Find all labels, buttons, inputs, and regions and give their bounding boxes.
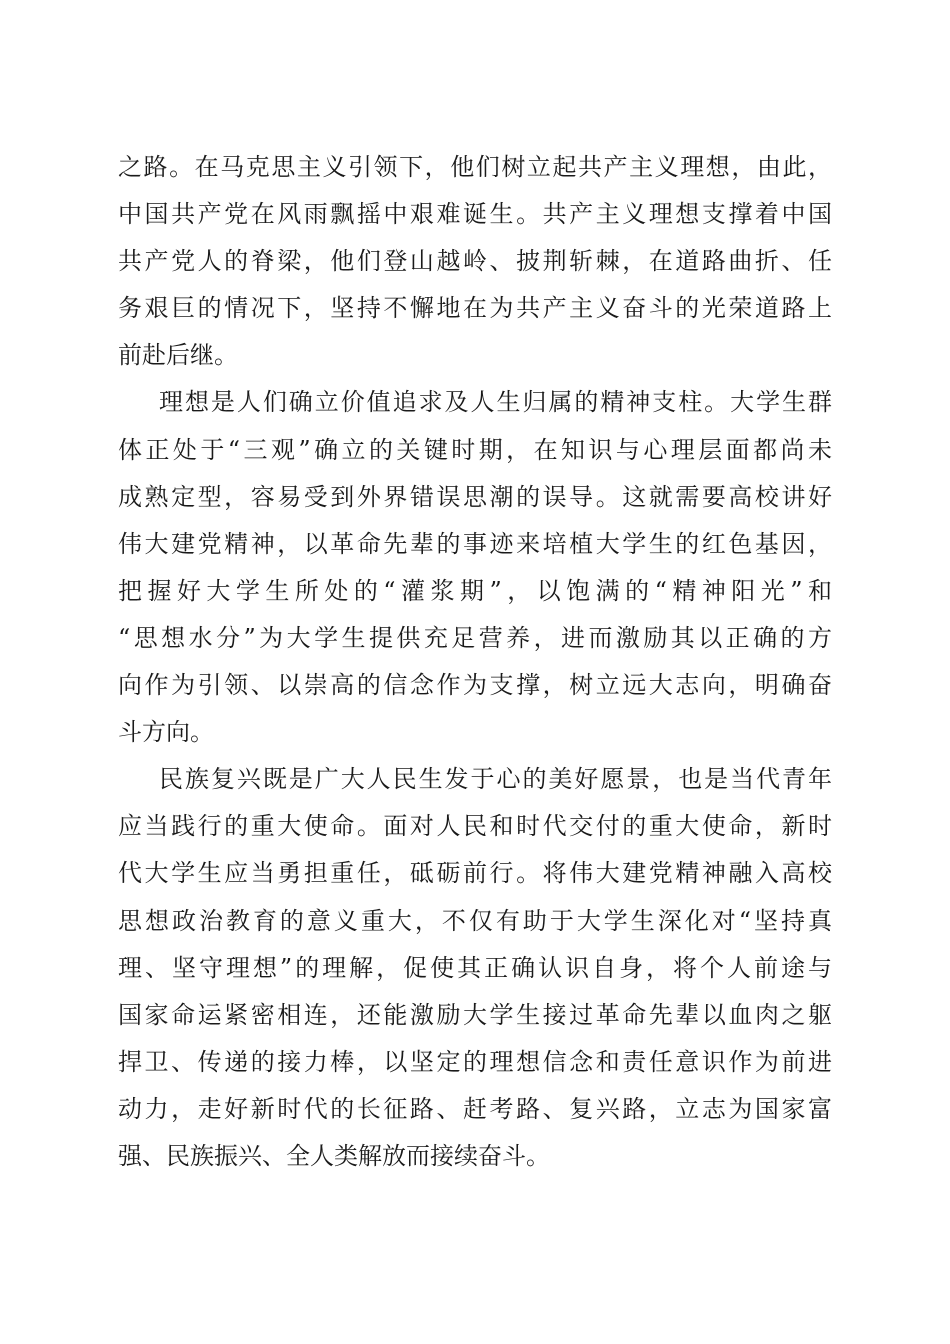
text-line: 动力，走好新时代的长征路、赶考路、复兴路，立志为国家富 — [118, 1094, 832, 1123]
text-line: 捍卫、传递的接力棒，以坚定的理想信念和责任意识作为前进 — [118, 1047, 832, 1076]
text-line: 务艰巨的情况下，坚持不懈地在为共产主义奋斗的光荣道路上 — [118, 294, 832, 323]
text-line: 伟大建党精神，以革命先辈的事迹来培植大学生的红色基因， — [118, 529, 832, 558]
text-line: 强、民族振兴、全人类解放而接续奋斗。 — [118, 1141, 550, 1170]
text-line: “思想水分”为大学生提供充足营养，进而激励其以正确的方 — [118, 623, 832, 652]
text-line: 中国共产党在风雨飘摇中艰难诞生。共产主义理想支撑着中国 — [118, 200, 832, 229]
text-line: 思想政治教育的意义重大，不仅有助于大学生深化对“坚持真 — [118, 906, 832, 935]
text-line: 向作为引领、以崇高的信念作为支撑，树立远大志向，明确奋 — [118, 671, 832, 700]
text-line: 应当践行的重大使命。面对人民和时代交付的重大使命，新时 — [118, 812, 832, 841]
text-line: 之路。在马克思主义引领下，他们树立起共产主义理想，由此， — [118, 153, 832, 181]
paragraph-3 — [118, 756, 832, 1180]
text-line: 前赴后继。 — [118, 341, 238, 370]
paragraph-1 — [118, 144, 832, 379]
paragraph-2 — [118, 379, 832, 756]
text-line: 理想是人们确立价值追求及人生归属的精神支柱。大学生群 — [159, 388, 832, 417]
text-line: 代大学生应当勇担重任，砥砺前行。将伟大建党精神融入高校 — [118, 859, 832, 888]
text-line: 国家命运紧密相连，还能激励大学生接过革命先辈以血肉之躯 — [118, 1000, 832, 1029]
text-line: 斗方向。 — [118, 718, 214, 747]
text-line: 体正处于“三观”确立的关键时期，在知识与心理层面都尚未 — [118, 435, 832, 464]
document-body — [118, 144, 832, 1180]
text-line: 共产党人的脊梁，他们登山越岭、披荆斩棘，在道路曲折、任 — [118, 247, 832, 276]
text-line: 民族复兴既是广大人民生发于心的美好愿景，也是当代青年 — [159, 765, 832, 794]
text-line: 成熟定型，容易受到外界错误思潮的误导。这就需要高校讲好 — [118, 482, 832, 511]
text-line: 理、坚守理想”的理解，促使其正确认识自身，将个人前途与 — [118, 953, 832, 982]
text-line: 把握好大学生所处的“灌浆期”，以饱满的“精神阳光”和 — [118, 576, 832, 605]
